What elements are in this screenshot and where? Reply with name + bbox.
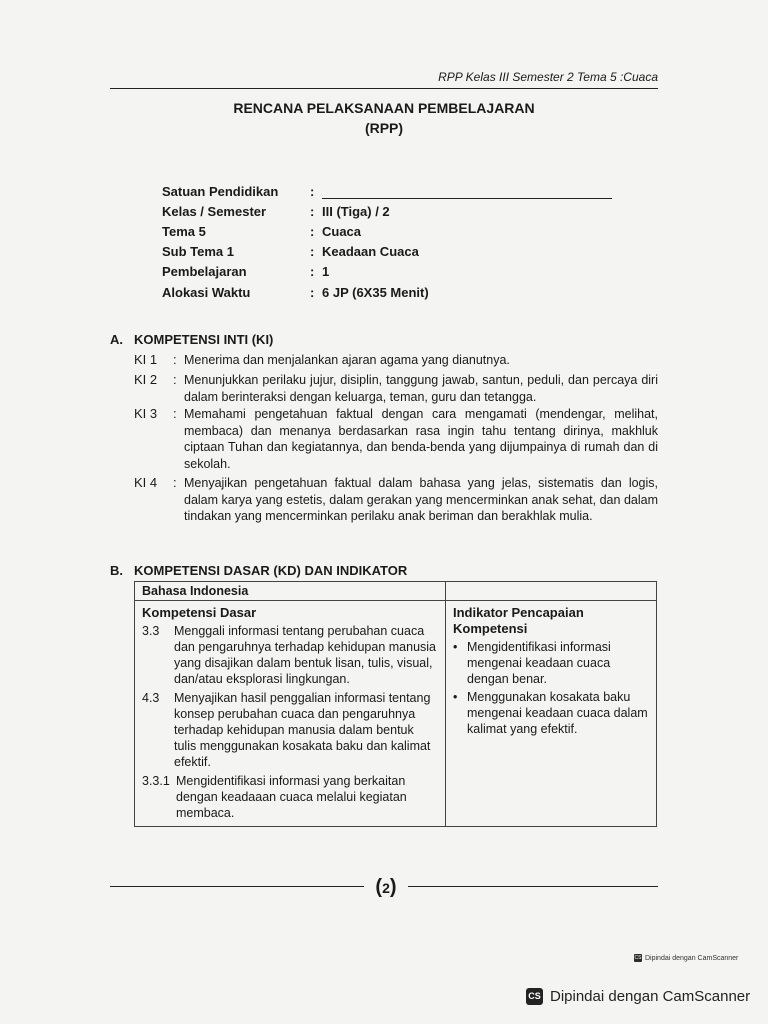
kd-item <box>142 690 438 770</box>
identity-label: Sub Tema 1 <box>162 244 235 259</box>
identity-colon: : <box>310 285 315 300</box>
identity-blank-line <box>322 198 612 199</box>
indicator-header: Indikator Pencapaian Kompetensi <box>453 605 584 636</box>
running-header: RPP Kelas III Semester 2 Tema 5 :Cuaca <box>438 70 658 84</box>
bullet-icon: • <box>453 690 458 704</box>
footer-line-left <box>110 886 364 887</box>
brace-left-icon: ( <box>375 876 383 898</box>
identity-value: 1 <box>322 264 330 279</box>
section-a-title: KOMPETENSI INTI (KI) <box>134 332 274 347</box>
identity-label: Tema 5 <box>162 224 206 239</box>
indicator-item <box>453 639 649 687</box>
ki-code: KI 1 <box>134 352 158 367</box>
kd-number: 3.3 <box>142 624 160 638</box>
section-b-letter: B. <box>110 563 123 578</box>
bullet-icon: • <box>453 640 458 654</box>
ki-code: KI 4 <box>134 475 158 490</box>
identity-label: Alokasi Waktu <box>162 285 251 300</box>
kd-cell <box>135 601 446 827</box>
kd-item <box>142 623 438 687</box>
section-a-letter: A. <box>110 332 123 347</box>
ki-text: Menyajikan pengetahuan faktual dalam bahasa yang jelas, sistematis dan logis, dalam karya yang estetis, dalam gerakan yang mencerminkan anak sehat, dan dalam tindakan yang mencerminkan perilaku anak beriman dan berakhlak mulia. <box>184 476 658 523</box>
identity-value: Cuaca <box>322 224 362 239</box>
kd-number: 3.3.1 <box>142 774 170 788</box>
ki-code: KI 2 <box>134 372 158 387</box>
kd-table <box>134 581 657 827</box>
camscanner-watermark <box>526 988 750 1005</box>
camscanner-small-text: Dipindai dengan CamScanner <box>645 954 739 962</box>
identity-label: Pembelajaran <box>162 264 247 279</box>
page-number <box>364 876 408 898</box>
footer-line-right <box>408 886 658 887</box>
identity-value: 6 JP (6X35 Menit) <box>322 285 429 300</box>
identity-colon: : <box>310 224 315 239</box>
indicator-cell <box>446 601 657 827</box>
identity-colon: : <box>310 184 315 199</box>
ki-code: KI 3 <box>134 406 158 421</box>
kd-text: Menggali informasi tentang perubahan cuaca dan pengaruhnya terhadap kehidupan manusia yang disajikan dalam bentuk lisan, tulis, visual, dan/atau eksplorasi lingkungan. <box>174 624 437 686</box>
kd-number: 4.3 <box>142 691 160 705</box>
subject-cell: Bahasa Indonesia <box>135 582 446 601</box>
identity-value: Keadaan Cuaca <box>322 244 419 259</box>
ki-text: Memahami pengetahuan faktual dengan cara mengamati (mendengar, melihat, membaca) dan menanya berdasarkan rasa ingin tahu tentang dirinya, makhluk ciptaan Tuhan dan kegiatannya, dan benda-benda yang dijumpainya di rumah dan di sekolah. <box>184 407 658 471</box>
camscanner-small-watermark <box>634 954 738 962</box>
identity-colon: : <box>310 204 315 219</box>
identity-label: Kelas / Semester <box>162 204 267 219</box>
identity-colon: : <box>310 264 315 279</box>
kd-text: Mengidentifikasi informasi yang berkaitan dengan keadaaan cuaca melalui kegiatan membaca. <box>176 774 407 820</box>
ki-text: Menunjukkan perilaku jujur, disiplin, tanggung jawab, santun, peduli, dan percaya diri dalam berinteraksi dengan keluarga, teman, guru dan tetangga. <box>184 373 658 404</box>
identity-value: III (Tiga) / 2 <box>322 204 390 219</box>
ki-colon: : <box>173 352 177 367</box>
indicator-text: Menggunakan kosakata baku mengenai keadaan cuaca dalam kalimat yang efektif. <box>467 690 648 736</box>
ki-colon: : <box>173 372 177 387</box>
ki-colon: : <box>173 475 177 490</box>
camscanner-text: Dipindai dengan CamScanner <box>550 988 751 1005</box>
section-b-title: KOMPETENSI DASAR (KD) DAN INDIKATOR <box>134 563 408 578</box>
camscanner-icon: CS <box>634 955 642 961</box>
indicator-item <box>453 689 649 737</box>
empty-cell <box>446 582 657 601</box>
document-subtitle: (RPP) <box>364 120 404 136</box>
kd-item <box>142 773 438 821</box>
document-title: RENCANA PELAKSANAAN PEMBELAJARAN <box>233 100 535 116</box>
identity-label: Satuan Pendidikan <box>162 184 279 199</box>
header-divider <box>110 88 658 89</box>
identity-colon: : <box>310 244 315 259</box>
page-number-text: 2 <box>382 880 390 896</box>
ki-colon: : <box>173 406 177 421</box>
ki-text: Menerima dan menjalankan ajaran agama yang dianutnya. <box>184 353 510 367</box>
brace-right-icon: ) <box>389 876 397 898</box>
camscanner-icon: CS <box>526 988 543 1005</box>
indicator-text: Mengidentifikasi informasi mengenai keadaan cuaca dengan benar. <box>467 640 611 686</box>
kd-text: Menyajikan hasil penggalian informasi tentang konsep perubahan cuaca dan pengaruhnya terhadap kehidupan manusia dalam bentuk tulis menggunakan kosakata baku dan kalimat efektif. <box>174 691 431 769</box>
kd-header: Kompetensi Dasar <box>142 605 257 620</box>
